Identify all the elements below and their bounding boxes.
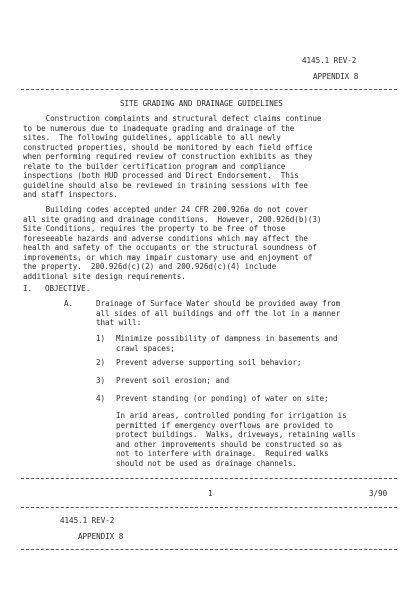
subitem-label: 2) [96,358,106,367]
page-title: SITE GRADING AND DRAINAGE GUIDELINES [120,99,283,108]
arid-line: protect buildings. Walks, driveways, retaining walls [116,430,356,439]
doc-id: 4145.1 REV-2 [302,56,357,65]
subitem-line: crawl spaces; [116,343,175,353]
subitem-label: 1) [96,334,106,343]
page-of: 3/90 [369,489,388,498]
codes-line: the property. 200.926d(c)(2) and 200.926d(c)(4) include [23,262,277,271]
intro-line: and staff inspectors. [23,190,118,199]
intro-line: when performing required review of construction exhibits as they [23,152,313,161]
intro-line: inspections (both HUD processed and Direct Endorsement. This [23,171,299,180]
codes-line: Site Conditions, requires the property to be free of those [23,224,286,233]
codes-line: foreseeable hazards and adverse conditions which may affect the [23,233,308,243]
page-break-rule [21,507,397,508]
intro-line: relate to the builder certification program and compliance [23,161,286,171]
arid-line: not to interfere with drainage. Required walks [116,449,329,458]
intro-line: sites. The following guidelines, applicable to all newly [23,133,281,142]
section-number: I. [23,284,33,293]
intro-line: constructed properties, should be monitored by each field office [23,142,313,152]
next-page-appendix: APPENDIX 8 [78,532,124,541]
item-a-line: that will: [96,318,142,327]
footer-rule [21,478,397,479]
page-number: 1 [208,489,213,498]
codes-line: health and safety of the occupants or the structural soundness of [23,243,317,252]
item-a-line: all sides of all buildings and off the lot in a manner [96,308,341,318]
subitem-line: Minimize possibility of dampness in basements and [116,334,338,343]
section-heading: OBJECTIVE. [45,284,91,293]
next-page-doc-id: 4145.1 REV-2 [60,516,115,525]
codes-line: all site grading and drainage conditions. However, 200.926d(b)(3) [23,214,322,224]
appendix-label: APPENDIX 8 [313,72,359,81]
item-a-label: A. [64,299,74,308]
arid-line: permitted if emergency overflows are provided to [116,420,334,430]
intro-line: to be numerous due to inadequate grading and drainage of the [23,123,295,133]
item-a-line: Drainage of Surface Water should be provided away from [96,299,341,308]
codes-line: improvements, or which may impair customary use and enjoyment of [23,252,313,262]
codes-line: Building codes accepted under 24 CFR 200.926a do not cover [23,205,308,214]
header-rule [21,89,397,90]
subitem-label: 4) [96,394,106,403]
subitem-label: 3) [96,376,106,385]
subitem-line: Prevent standing (or ponding) of water on site; [116,394,329,403]
codes-line: additional site design requirements. [23,271,186,281]
next-page-header-rule [21,549,397,550]
intro-line: guideline should also be reviewed in training sessions with fee [23,180,308,190]
arid-line: should not be used as drainage channels. [116,458,297,468]
arid-line: and other improvements should be constructed so as [116,439,343,449]
arid-line: In arid areas, controlled ponding for irrigation is [116,411,347,420]
intro-line: Construction complaints and structural defect claims continue [23,114,322,123]
subitem-line: Prevent soil erosion; and [116,376,230,385]
subitem-line: Prevent adverse supporting soil behavior; [116,358,302,367]
